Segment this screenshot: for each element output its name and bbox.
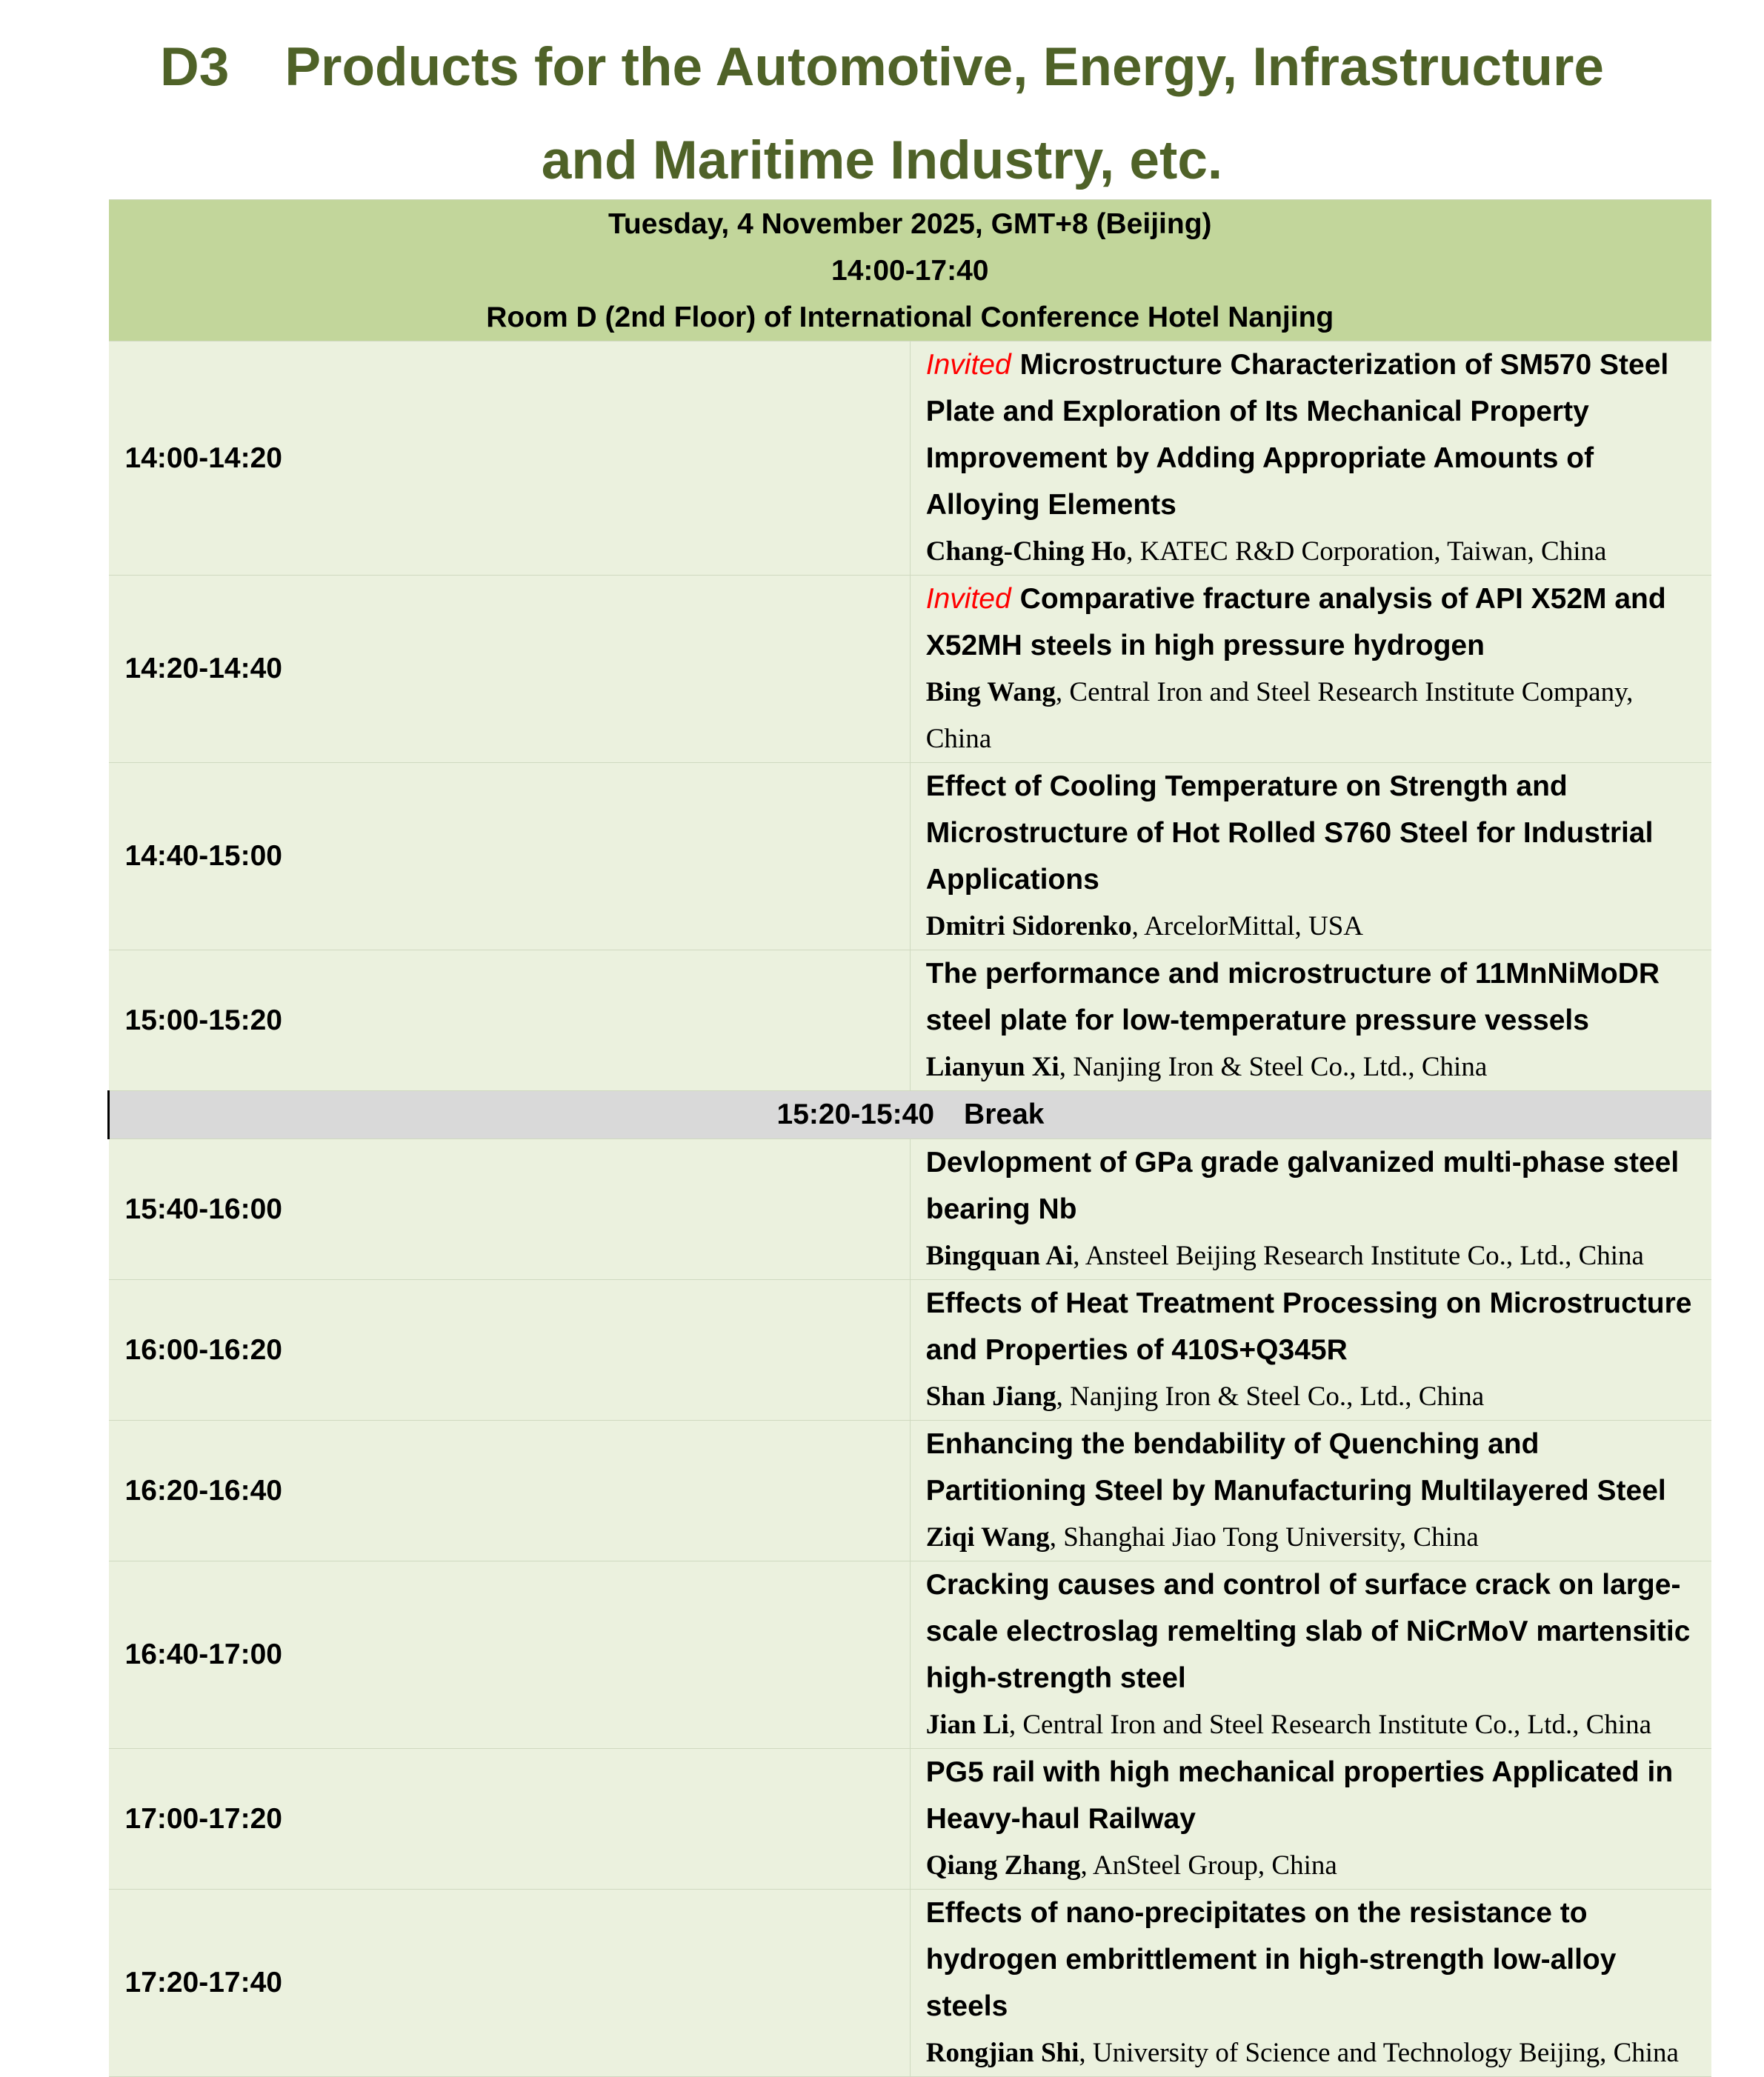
- author-name: Bingquan Ai: [925, 1241, 1074, 1271]
- author-name: Rongjian Shi: [925, 2038, 1079, 2068]
- author-affiliation: , KATEC R&D Corporation, Taiwan, China: [1126, 536, 1607, 567]
- author-name: Chang-Ching Ho: [925, 536, 1127, 567]
- talk-title: Comparative fracture analysis of API X52M and X52MH steels in high pressure hydrogen: [925, 583, 1666, 661]
- talk-time: 16:20-16:40: [109, 1421, 911, 1561]
- talk-details: [910, 1280, 1711, 1421]
- session-time: 14:00-17:40: [831, 254, 989, 287]
- page-title-line-1: [0, 21, 1764, 114]
- talk-time: 15:00-15:20: [109, 950, 911, 1091]
- talk-time: 14:00-14:20: [109, 341, 911, 576]
- talk-author-line: [926, 1044, 1697, 1090]
- talk-author-line: [926, 1373, 1697, 1420]
- author-affiliation: , University of Science and Technology Beijing, China: [1079, 2038, 1679, 2068]
- author-affiliation: , Central Iron and Steel Research Institute Co., Ltd., China: [1008, 1710, 1652, 1740]
- session-date: Tuesday, 4 November 2025, GMT+8 (Beijing): [608, 207, 1212, 240]
- talk-details: [910, 1890, 1711, 2077]
- talk-row: [109, 576, 1712, 763]
- talk-row: [109, 1421, 1712, 1561]
- talk-details: [910, 763, 1711, 950]
- talk-author-line: [926, 528, 1697, 575]
- author-name: Ziqi Wang: [925, 1522, 1050, 1553]
- session-header-row: [109, 200, 1712, 341]
- talk-details: [910, 341, 1711, 576]
- break-label: Break: [964, 1098, 1045, 1130]
- author-name: Qiang Zhang: [925, 1850, 1081, 1881]
- talk-details: [910, 1421, 1711, 1561]
- author-affiliation: , Central Iron and Steel Research Institute Company, China: [925, 677, 1634, 754]
- talk-row: [109, 1139, 1712, 1280]
- talk-details: [910, 1749, 1711, 1890]
- talk-row: [109, 763, 1712, 950]
- talk-details: [910, 1561, 1711, 1749]
- author-affiliation: , AnSteel Group, China: [1080, 1850, 1337, 1881]
- page-title: [0, 21, 1764, 207]
- author-name: Dmitri Sidorenko: [925, 911, 1132, 941]
- talk-title: Effects of Heat Treatment Processing on Microstructure and Properties of 410S+Q345R: [925, 1287, 1692, 1366]
- page-title-line-2: and Maritime Industry, etc.: [541, 130, 1223, 190]
- talk-author-line: [926, 1514, 1697, 1561]
- talk-time: 16:00-16:20: [109, 1280, 911, 1421]
- talk-title: Devlopment of GPa grade galvanized multi-phase steel bearing Nb: [925, 1147, 1680, 1225]
- talk-title: The performance and microstructure of 11MnNiMoDR steel plate for low-temperature pressure vessels: [925, 958, 1660, 1036]
- talk-time: 15:40-16:00: [109, 1139, 911, 1280]
- talk-author-line: [926, 2030, 1697, 2076]
- author-name: Shan Jiang: [925, 1381, 1056, 1412]
- talk-row: [109, 950, 1712, 1091]
- talk-author-line: [926, 1842, 1697, 1889]
- talk-author-line: [926, 1233, 1697, 1279]
- talk-title: Effect of Cooling Temperature on Strength and Microstructure of Hot Rolled S760 Steel for Industrial Applications: [925, 770, 1654, 896]
- talk-title: Cracking causes and control of surface crack on large-scale electroslag remelting slab of NiCrMoV martensitic high-strength steel: [925, 1569, 1691, 1694]
- author-affiliation: , Nanjing Iron & Steel Co., Ltd., China: [1059, 1052, 1488, 1082]
- invited-tag: Invited: [925, 349, 1011, 381]
- session-room: Room D (2nd Floor) of International Conference Hotel Nanjing: [486, 301, 1334, 333]
- talk-details: [910, 1139, 1711, 1280]
- session-header: [109, 200, 1712, 341]
- talk-author-line: [926, 903, 1697, 950]
- author-affiliation: , ArcelorMittal, USA: [1131, 911, 1364, 941]
- talk-title: PG5 rail with high mechanical properties Applicated in Heavy-haul Railway: [925, 1756, 1674, 1835]
- author-name: Lianyun Xi: [925, 1052, 1059, 1082]
- session-name-part-1: Products for the Automotive, Energy, Infrastructure: [284, 37, 1604, 97]
- talk-time: 17:20-17:40: [109, 1890, 911, 2077]
- talk-row: [109, 1280, 1712, 1421]
- talk-details: [910, 950, 1711, 1091]
- session-code: D3: [160, 37, 230, 97]
- talk-row: [109, 341, 1712, 576]
- author-name: Jian Li: [925, 1710, 1009, 1740]
- talk-title: Effects of nano-precipitates on the resistance to hydrogen embrittlement in high-strength low-alloy steels: [925, 1897, 1617, 2022]
- invited-tag: Invited: [925, 583, 1011, 615]
- break-time: 15:20-15:40: [776, 1098, 935, 1130]
- talk-title-line: [926, 576, 1697, 669]
- talk-time: 17:00-17:20: [109, 1749, 911, 1890]
- talk-author-line: [926, 1701, 1697, 1748]
- author-name: Bing Wang: [925, 677, 1056, 707]
- talk-time: 14:20-14:40: [109, 576, 911, 763]
- talk-title: Microstructure Characterization of SM570 Steel Plate and Exploration of Its Mechanical Property Improvement by Adding Appropriate Amounts of Alloying Elements: [925, 349, 1669, 521]
- author-affiliation: , Shanghai Jiao Tong University, China: [1049, 1522, 1479, 1553]
- talk-author-line: [926, 669, 1697, 762]
- talk-title: Enhancing the bendability of Quenching and Partitioning Steel by Manufacturing Multilayered Steel: [925, 1428, 1666, 1507]
- talk-row: [109, 1561, 1712, 1749]
- talk-details: [910, 576, 1711, 763]
- author-affiliation: , Nanjing Iron & Steel Co., Ltd., China: [1056, 1381, 1485, 1412]
- break-row: [109, 1091, 1712, 1139]
- session-schedule-table: [107, 199, 1711, 2077]
- talk-row: [109, 1890, 1712, 2077]
- talk-row: [109, 1749, 1712, 1890]
- talk-time: 14:40-15:00: [109, 763, 911, 950]
- talk-title-line: [926, 341, 1697, 528]
- talk-time: 16:40-17:00: [109, 1561, 911, 1749]
- break-banner: [109, 1091, 1712, 1139]
- author-affiliation: , Ansteel Beijing Research Institute Co., Ltd., China: [1073, 1241, 1644, 1271]
